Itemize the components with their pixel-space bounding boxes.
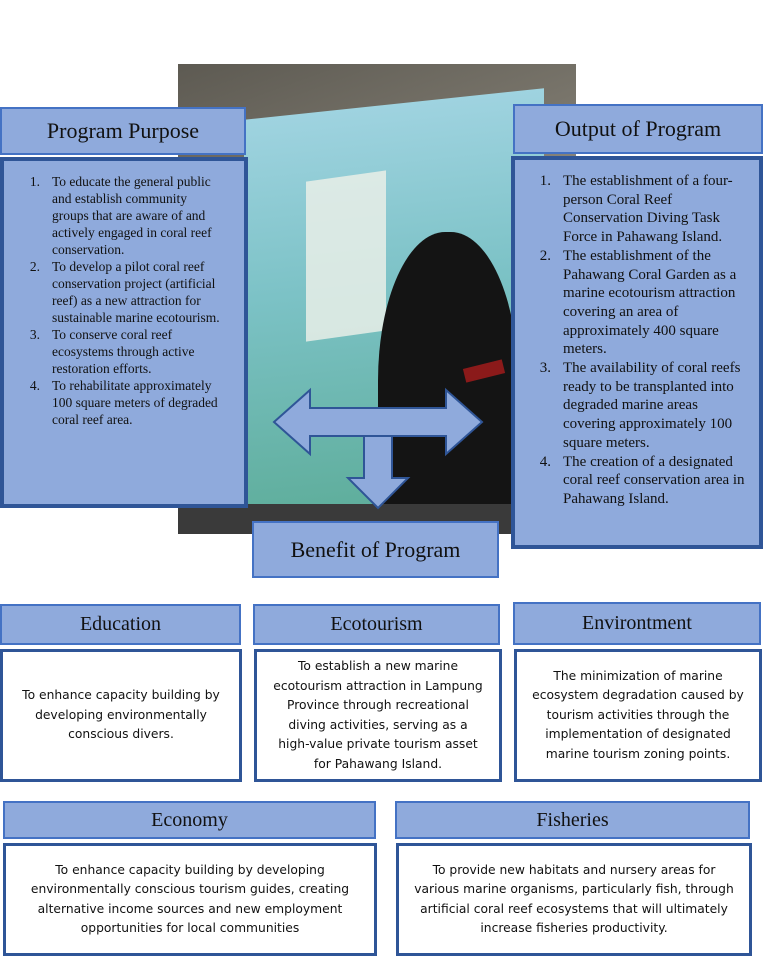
purpose-items (18, 173, 224, 428)
economy-title: Economy (3, 801, 376, 839)
program-purpose-title: Program Purpose (0, 107, 246, 155)
environment-text: The minimization of marine ecosystem degradation caused by tourism activities through the implementation of designated marine tourism zoning points. (514, 649, 762, 782)
environment-title: Environtment (513, 602, 761, 645)
output-of-program-title: Output of Program (513, 104, 763, 154)
ecotourism-text: To establish a new marine ecotourism attraction in Lampung Province through recreational diving activities, serving as a high-value private tourism asset for Pahawang Island. (254, 649, 502, 782)
list-item: 2. To develop a pilot coral reef conservation project (artificial reef) as a new attraction for sustainable marine ecotourism. (29, 259, 220, 325)
list-item: 1. To educate the general public and establish community groups that are aware of and actively engaged in coral reef conservation. (29, 174, 212, 257)
list-item: 4. The creation of a designated coral reef conservation area in Pahawang Island. (539, 453, 745, 507)
economy-text: To enhance capacity building by developing environmentally conscious tourism guides, creating alternative income sources and new employment opportunities for local communities (3, 843, 377, 956)
list-item: 2. The establishment of the Pahawang Coral Garden as a marine ecotourism attraction covering an area of approximately 400 square meters. (539, 247, 737, 358)
fisheries-title: Fisheries (395, 801, 750, 839)
program-purpose-list (0, 157, 248, 508)
list-item: 3. The availability of coral reefs ready to be transplanted into degraded marine areas covering approximately 100 square meters. (539, 360, 741, 451)
list-item: 3. To conserve coral reef ecosystems through active restoration efforts. (29, 327, 195, 376)
slide-image-panel (306, 170, 386, 341)
education-text: To enhance capacity building by developing environmentally conscious divers. (0, 649, 242, 782)
ecotourism-title: Ecotourism (253, 604, 500, 645)
output-of-program-list (511, 156, 763, 549)
down-arrow-icon (348, 436, 408, 508)
benefit-of-program-title: Benefit of Program (252, 521, 499, 578)
list-item: 1. The establishment of a four-person Coral Reef Conservation Diving Task Force in Pahawang Island. (539, 173, 733, 246)
output-items (529, 172, 749, 509)
education-title: Education (0, 604, 241, 645)
flow-arrows (270, 382, 486, 512)
fisheries-text: To provide new habitats and nursery areas for various marine organisms, particularly fish, through artificial coral reef ecosystems that will ultimately increase fisheries productivity. (396, 843, 752, 956)
list-item: 4. To rehabilitate approximately 100 square meters of degraded coral reef area. (29, 378, 218, 427)
